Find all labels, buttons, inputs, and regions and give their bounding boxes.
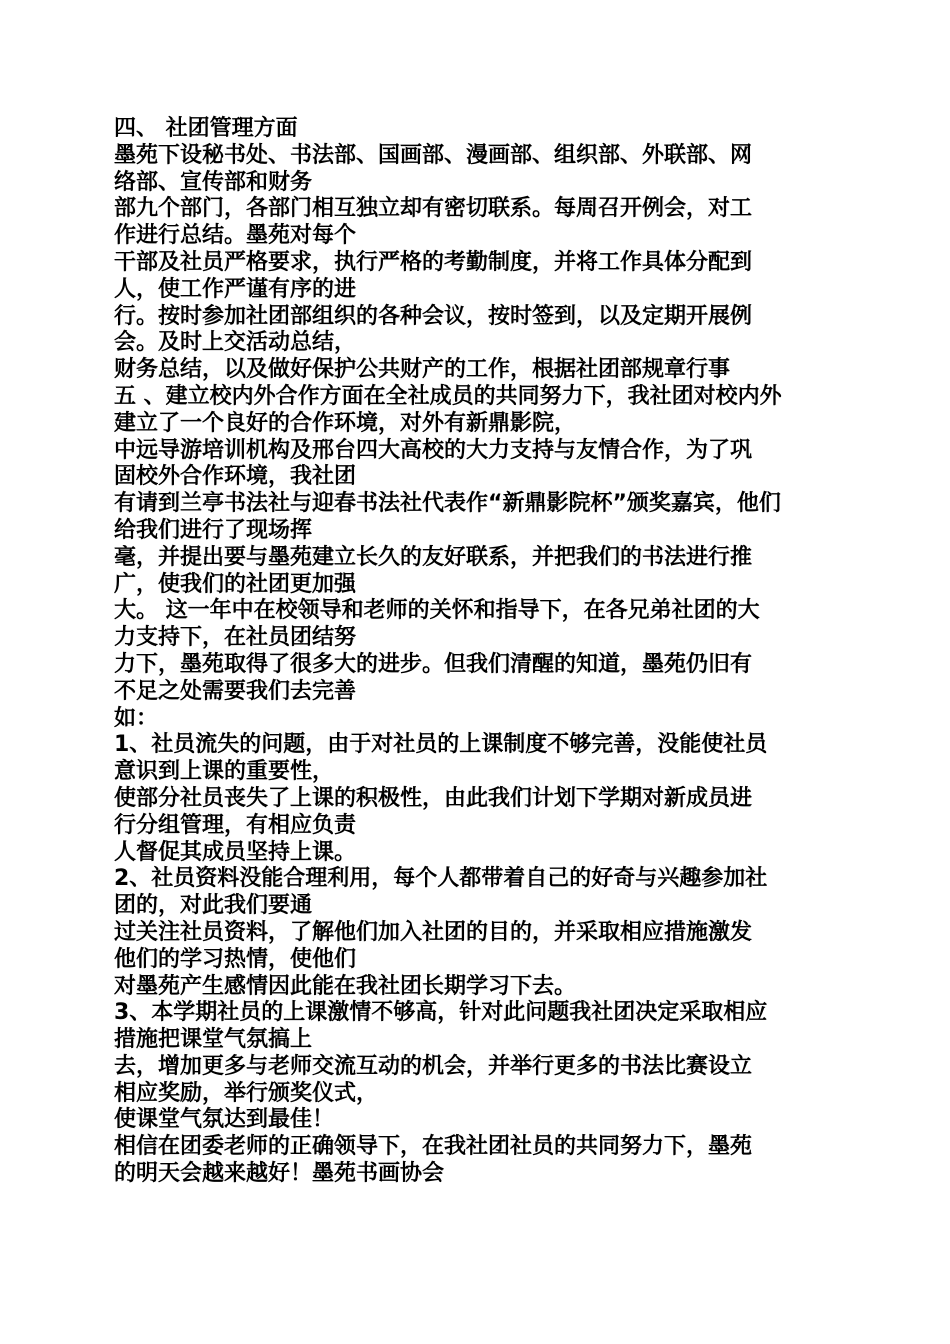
- text-line: 人，使工作严谨有序的进: [114, 276, 357, 302]
- text-line: 相应奖励，举行颁奖仪式，: [114, 1080, 379, 1106]
- text-line: 会。及时上交活动总结，: [114, 330, 357, 356]
- text-line: 2、社员资料没能合理利用，每个人都带着自己的好奇与兴趣参加社: [114, 866, 768, 892]
- text-line: 财务总结，以及做好保护公共财产的工作，根据社团部规章行事: [114, 357, 731, 383]
- text-line: 中远导游培训机构及邢台四大高校的大力支持与友情合作，为了巩: [114, 437, 753, 463]
- text-line: 的明天会越来越好！墨苑书画协会: [114, 1161, 445, 1187]
- text-line: 毫，并提出要与墨苑建立长久的友好联系，并把我们的书法进行推: [114, 544, 753, 570]
- text-line: 相信在团委老师的正确领导下，在我社团社员的共同努力下，墨苑: [114, 1134, 753, 1160]
- text-line: 团的，对此我们要通: [114, 893, 313, 919]
- text-line: 过关注社员资料，了解他们加入社团的目的，并采取相应措施激发: [114, 919, 753, 945]
- text-line: 四、 社团管理方面: [114, 116, 298, 141]
- text-line: 力下，墨苑取得了很多大的进步。但我们清醒的知道，墨苑仍旧有: [114, 651, 753, 677]
- text-line: 他们的学习热情，使他们: [114, 946, 357, 972]
- text-line: 有请到兰亭书法社与迎春书法社代表作“新鼎影院杯”颁奖嘉宾，他们: [114, 491, 781, 517]
- text-line: 墨苑下设秘书处、书法部、国画部、漫画部、组织部、外联部、网: [114, 142, 753, 168]
- document-body: [114, 116, 844, 1188]
- text-line: 1、社员流失的问题，由于对社员的上课制度不够完善，没能使社员: [114, 732, 768, 758]
- text-line: 络部、宣传部和财务: [114, 169, 313, 195]
- text-line: 大。 这一年中在校领导和老师的关怀和指导下，在各兄弟社团的大: [114, 598, 760, 624]
- text-line: 给我们进行了现场挥: [114, 517, 313, 543]
- text-line: 作进行总结。墨苑对每个: [114, 223, 357, 249]
- text-line: 使课堂气氛达到最佳！: [114, 1107, 335, 1133]
- text-line: 措施把课堂气氛搞上: [114, 1027, 313, 1053]
- text-line: 使部分社员丧失了上课的积极性，由此我们计划下学期对新成员进: [114, 785, 753, 811]
- text-line: 建立了一个良好的合作环境，对外有新鼎影院，: [114, 410, 577, 436]
- text-line: 人督促其成员坚持上课。: [114, 839, 357, 865]
- text-line: 干部及社员严格要求，执行严格的考勤制度，并将工作具体分配到: [114, 249, 753, 275]
- text-line: 固校外合作环境，我社团: [114, 464, 357, 490]
- text-line: 部九个部门，各部门相互独立却有密切联系。每周召开例会，对工: [114, 196, 753, 222]
- text-line: 3、本学期社员的上课激情不够高，针对此问题我社团决定采取相应: [114, 1000, 768, 1026]
- text-line: 去，增加更多与老师交流互动的机会，并举行更多的书法比赛设立: [114, 1053, 753, 1079]
- text-line: 五 、建立校内外合作方面在全社成员的共同努力下，我社团对校内外: [114, 383, 782, 409]
- text-line: 行分组管理，有相应负责: [114, 812, 357, 838]
- text-line: 不足之处需要我们去完善: [114, 678, 357, 704]
- text-line: 广，使我们的社团更加强: [114, 571, 357, 597]
- text-line: 力支持下，在社员团结努: [114, 625, 357, 651]
- text-line: 意识到上课的重要性，: [114, 759, 335, 785]
- text-line: 如：: [114, 705, 159, 731]
- text-line: 行。按时参加社团部组织的各种会议，按时签到，以及定期开展例: [114, 303, 753, 329]
- text-line: 对墨苑产生感情因此能在我社团长期学习下去。: [114, 973, 577, 999]
